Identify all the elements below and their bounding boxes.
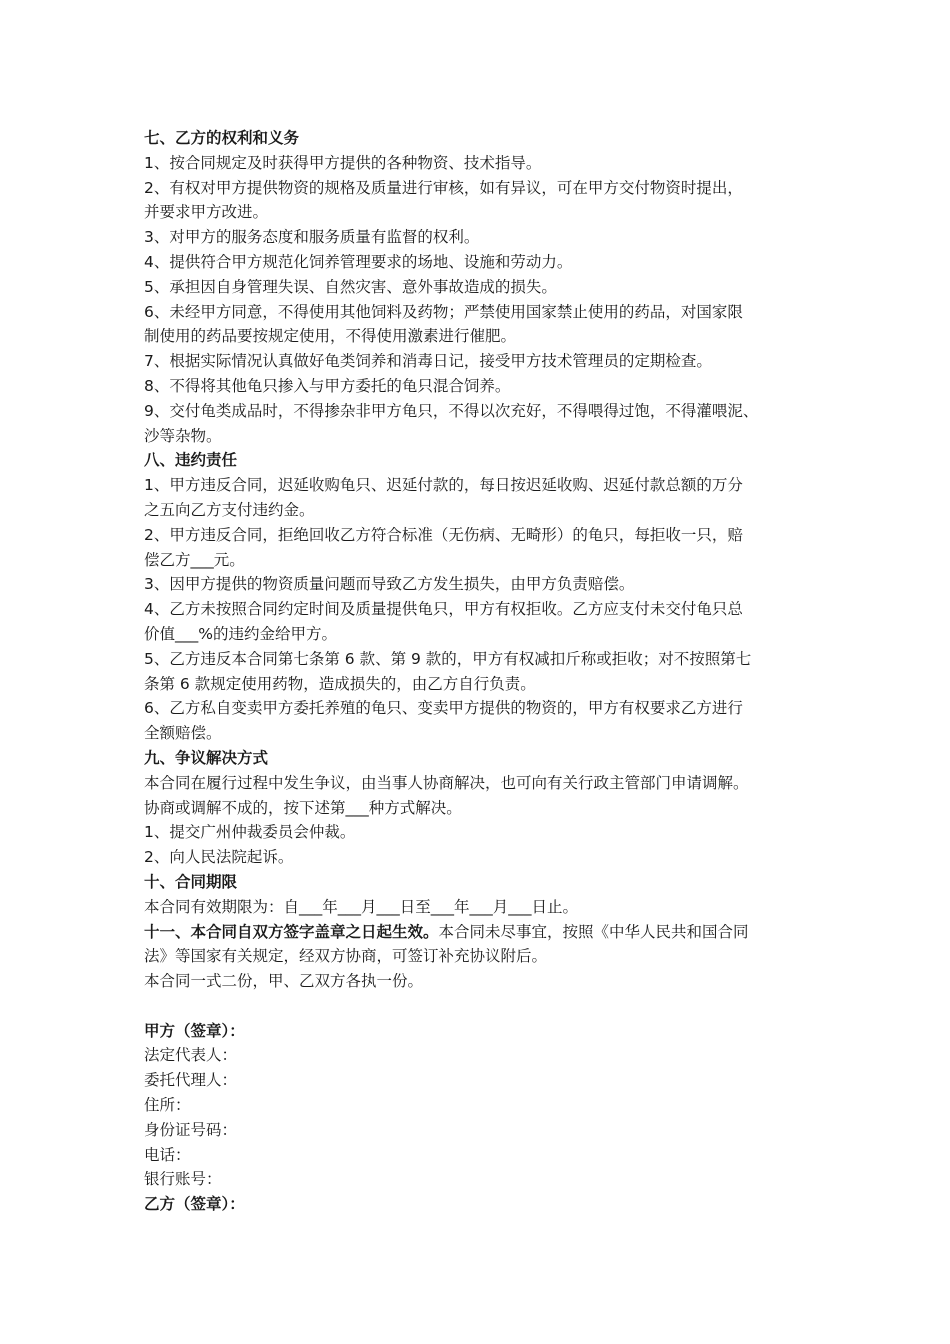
section-9-line-1: 本合同在履行过程中发生争议，由当事人协商解决，也可向有关行政主管部门申请调解。 (144, 773, 749, 792)
section-8-line-7: 价值___%的违约金给甲方。 (144, 624, 337, 643)
section-8-heading: 八、违约责任 (144, 451, 238, 470)
section-11-line-3: 本合同一式二份，甲、乙双方各执一份。 (144, 972, 424, 991)
section-7-line-10: 8、不得将其他龟只掺入与甲方委托的龟只混合饲养。 (144, 376, 511, 395)
contract-page (144, 126, 804, 1217)
section-7-heading: 七、乙方的权利和义务 (144, 129, 300, 147)
section-7-line-7: 6、未经甲方同意，不得使用其他饲料及药物；严禁使用国家禁止使用的药品，对国家限 (144, 302, 743, 321)
party-b-signature-label: 乙方（签章）： (144, 1195, 245, 1214)
address-field: 住所： (144, 1096, 191, 1115)
section-8-line-10: 6、乙方私自变卖甲方委托养殖的龟只、变卖甲方提供的物资的，甲方有权要求乙方进行 (144, 699, 743, 718)
section-7-line-4: 3、对甲方的服务态度和服务质量有监督的权利。 (144, 228, 480, 247)
section-11-line-1-rest: 本合同未尽事宜，按照《中华人民共和国合同 (438, 922, 749, 941)
section-8-line-1: 1、甲方违反合同，迟延收购龟只、迟延付款的，每日按迟延收购、迟延付款总额的万分 (144, 476, 743, 495)
bank-account-field: 银行账号： (144, 1170, 222, 1189)
authorized-agent-field: 委托代理人： (144, 1071, 238, 1090)
section-9-line-3: 1、提交广州仲裁委员会仲裁。 (144, 823, 356, 842)
section-7-line-1: 1、按合同规定及时获得甲方提供的各种物资、技术指导。 (144, 153, 542, 172)
section-11-line-2: 法》等国家有关规定，经双方协商，可签订补充协议附后。 (144, 947, 548, 966)
section-9-heading: 九、争议解决方式 (144, 748, 269, 767)
section-9-line-4: 2、向人民法院起诉。 (144, 848, 294, 867)
section-7-line-3: 并要求甲方改进。 (144, 203, 269, 222)
section-11-first-line (144, 920, 804, 945)
section-10-heading: 十、合同期限 (144, 872, 238, 891)
section-7-line-9: 7、根据实际情况认真做好龟类饲养和消毒日记，接受甲方技术管理员的定期检查。 (144, 352, 712, 371)
section-7-line-5: 4、提供符合甲方规范化饲养管理要求的场地、设施和劳动力。 (144, 252, 573, 271)
section-8-line-3: 2、甲方违反合同，拒绝回收乙方符合标准（无伤病、无畸形）的龟只，每拒收一只，赔 (144, 525, 743, 544)
section-8-line-9: 条第 6 款规定使用药物，造成损失的，由乙方自行负责。 (144, 674, 536, 693)
party-a-signature-label: 甲方（签章）： (144, 1021, 245, 1040)
section-8-line-5: 3、因甲方提供的物资质量问题而导致乙方发生损失，由甲方负责赔偿。 (144, 575, 635, 594)
section-7-line-8: 制使用的药品要按规定使用，不得使用激素进行催肥。 (144, 327, 517, 346)
section-7-line-12: 沙等杂物。 (144, 426, 222, 445)
section-8-line-4: 偿乙方___元。 (144, 550, 245, 569)
phone-field: 电话： (144, 1145, 191, 1164)
id-number-field: 身份证号码： (144, 1120, 238, 1139)
section-10-line-1: 本合同有效期限为：自___年___月___日至___年___月___日止。 (144, 897, 579, 916)
section-11-heading: 十一、本合同自双方签字盖章之日起生效。 (144, 922, 439, 941)
section-9-line-2: 协商或调解不成的，按下述第___种方式解决。 (144, 798, 462, 817)
section-7-line-11: 9、交付龟类成品时，不得掺杂非甲方龟只，不得以次充好，不得喂得过饱，不得灌喂泥、 (144, 401, 759, 420)
section-8-line-6: 4、乙方未按照合同约定时间及质量提供龟只，甲方有权拒收。乙方应支付未交付龟只总 (144, 600, 743, 619)
section-7-line-6: 5、承担因自身管理失误、自然灾害、意外事故造成的损失。 (144, 277, 557, 296)
section-7-line-2: 2、有权对甲方提供物资的规格及质量进行审核，如有异议，可在甲方交付物资时提出， (144, 178, 743, 197)
section-8-line-2: 之五向乙方支付违约金。 (144, 500, 315, 519)
section-8-line-11: 全额赔偿。 (144, 724, 222, 743)
section-8-line-8: 5、乙方违反本合同第七条第 6 款、第 9 款的，甲方有权减扣斤称或拒收；对不按照第七 (144, 649, 752, 668)
legal-representative-field: 法定代表人： (144, 1046, 238, 1065)
blank-spacer (144, 994, 804, 1019)
